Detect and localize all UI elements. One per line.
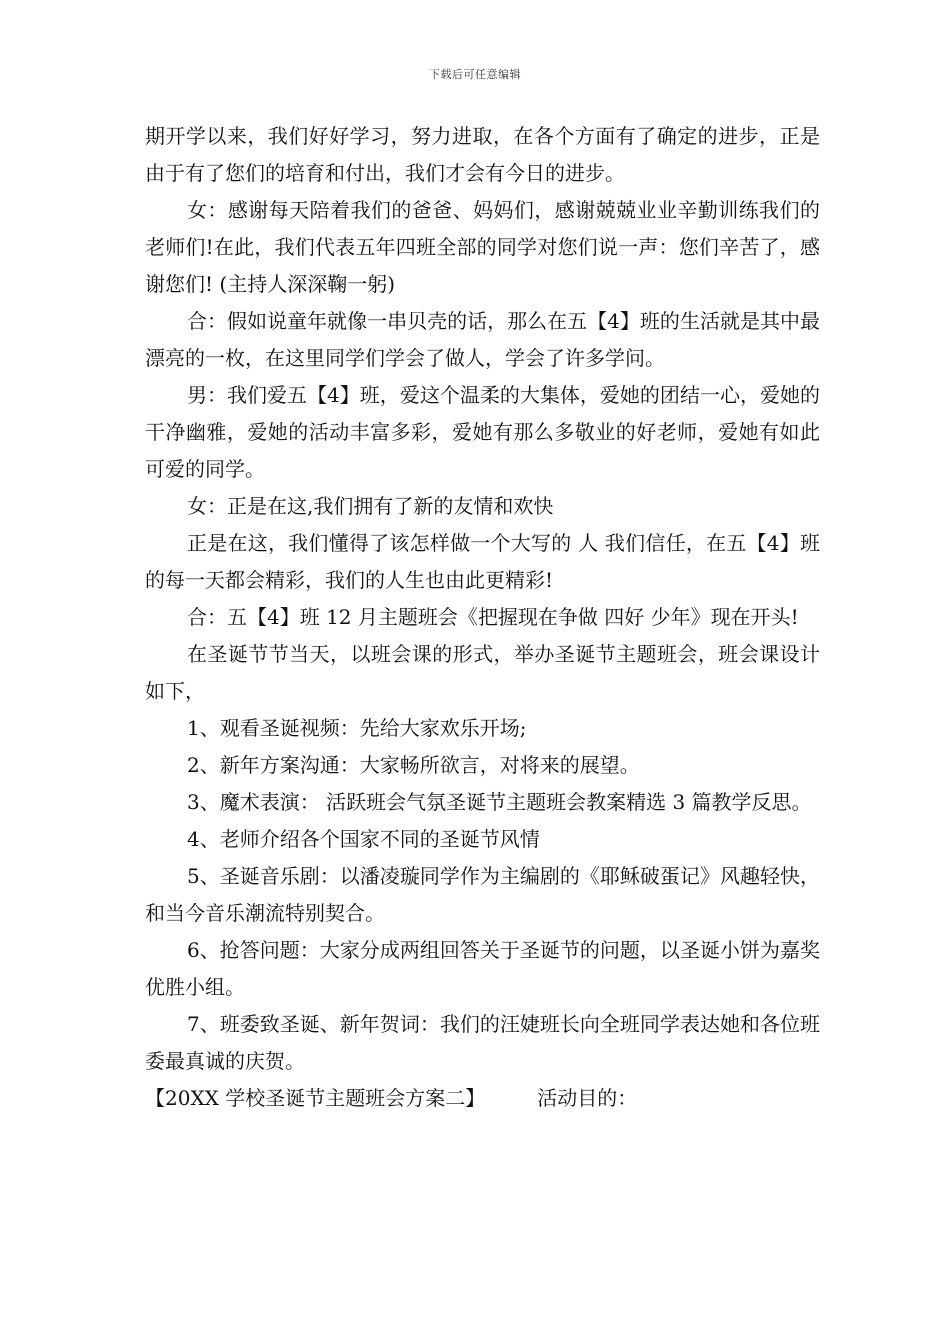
document-body	[145, 118, 820, 1117]
section-title: 【20XX 学校圣诞节主题班会方案二】	[145, 1086, 486, 1110]
paragraph: 正是在这，我们懂得了该怎样做一个大写的 人 我们信任，在五【4】班的每一天都会精彩，我们的人生也由此更精彩!	[145, 531, 820, 592]
list-item: 1、观看圣诞视频：先给大家欢乐开场;	[187, 716, 527, 740]
page-header: 下载后可任意编辑	[429, 68, 521, 81]
section-subtitle: 活动目的：	[537, 1086, 638, 1110]
list-item: 5、圣诞音乐剧：以潘凌璇同学作为主编剧的《耶稣破蛋记》风趣轻快，和当今音乐潮流特别契合。	[145, 864, 820, 925]
paragraph: 女：感谢每天陪着我们的爸爸、妈妈们，感谢兢兢业业辛勤训练我们的老师们!在此，我们代表五年四班全部的同学对您们说一声：您们辛苦了，感谢您们! (主持人深深鞠一躬)	[145, 198, 820, 296]
list-item: 6、抢答问题：大家分成两组回答关于圣诞节的问题，以圣诞小饼为嘉奖优胜小组。	[145, 938, 820, 999]
paragraph: 男：我们爱五【4】班，爱这个温柔的大集体，爱她的团结一心，爱她的干净幽雅，爱她的活动丰富多彩，爱她有那么多敬业的好老师，爱她有如此可爱的同学。	[145, 383, 820, 481]
paragraph: 女：正是在这,我们拥有了新的友情和欢快	[187, 494, 554, 518]
paragraph: 在圣诞节节当天，以班会课的形式，举办圣诞节主题班会，班会课设计如下，	[145, 642, 820, 703]
list-item: 7、班委致圣诞、新年贺词：我们的汪婕班长向全班同学表达她和各位班委最真诚的庆贺。	[145, 1012, 820, 1073]
paragraph: 期开学以来，我们好好学习，努力进取，在各个方面有了确定的进步，正是由于有了您们的培育和付出，我们才会有今日的进步。	[145, 124, 820, 185]
list-item: 4、老师介绍各个国家不同的圣诞节风情	[187, 827, 540, 851]
paragraph: 合：假如说童年就像一串贝壳的话，那么在五【4】班的生活就是其中最漂亮的一枚，在这里同学们学会了做人，学会了许多学问。	[145, 309, 820, 370]
list-item: 3、魔术表演： 活跃班会气氛圣诞节主题班会教案精选 3 篇教学反思。	[187, 790, 812, 814]
list-item: 2、新年方案沟通：大家畅所欲言，对将来的展望。	[187, 753, 640, 777]
paragraph: 合：五【4】班 12 月主题班会《把握现在争做 四好 少年》现在开头!	[187, 605, 799, 629]
section-heading	[145, 1080, 820, 1117]
